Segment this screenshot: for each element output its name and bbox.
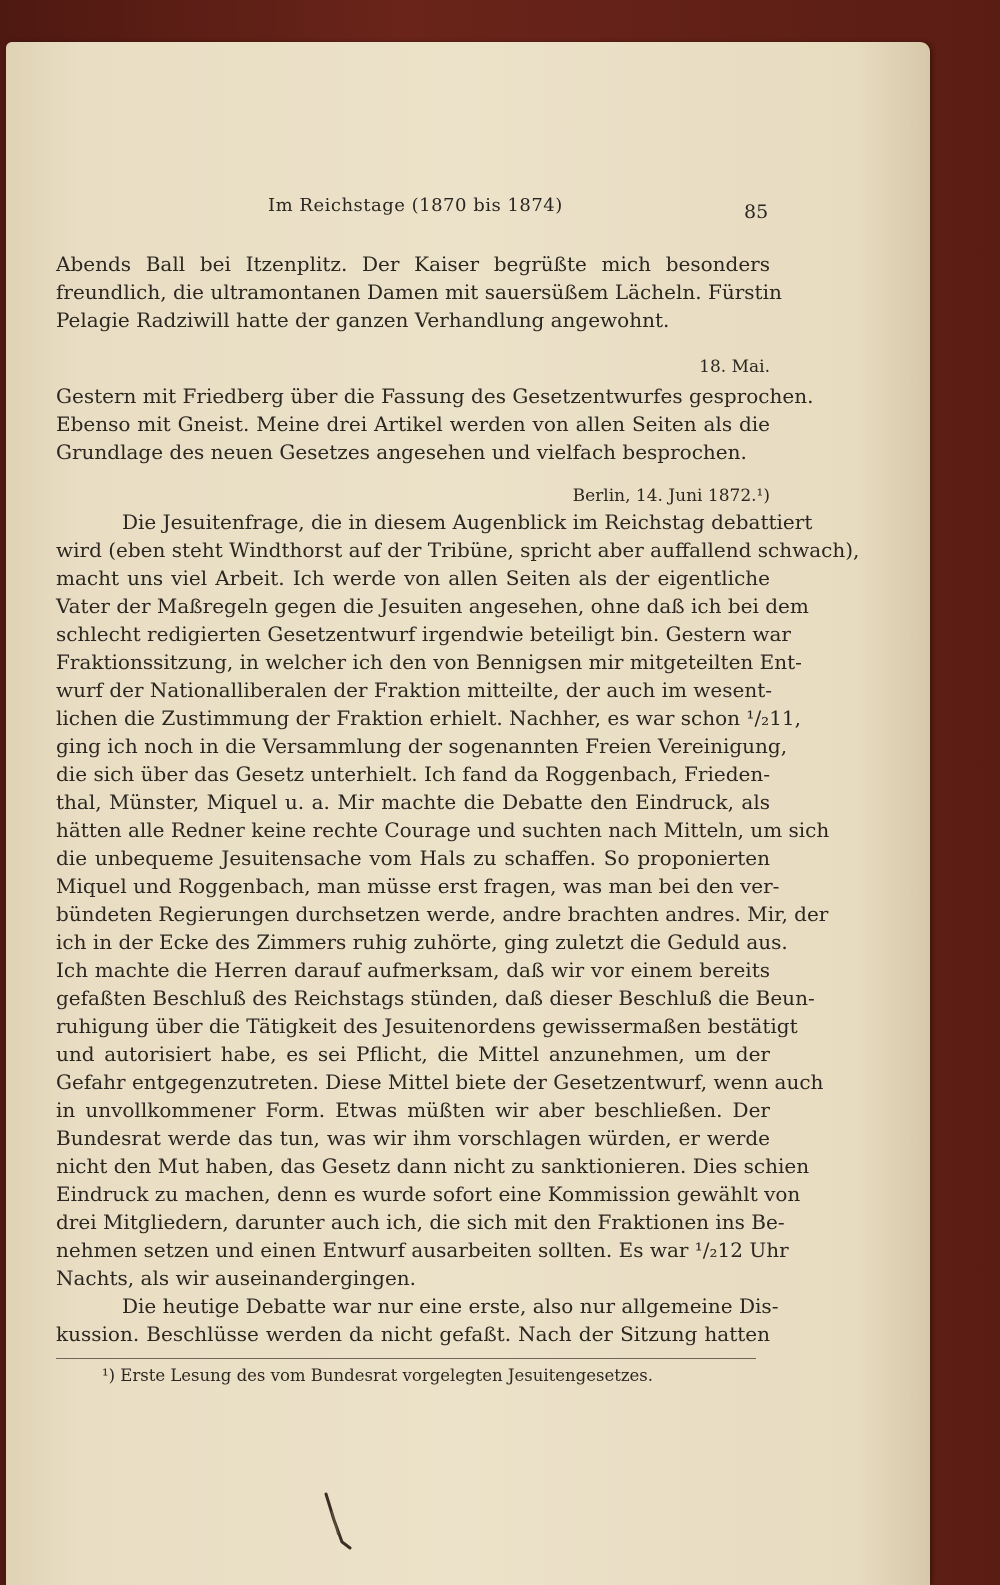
text-line: wurf der Nationalliberalen der Fraktion mitteilte, der auch im wesent- (56, 678, 773, 702)
text-line: hätten alle Redner keine rechte Courage und suchten nach Mitteln, um sich (56, 818, 830, 842)
paragraph-1 (56, 250, 782, 334)
text-line: lichen die Zustimmung der Fraktion erhielt. Nachher, es war schon ¹/₂11, (56, 706, 801, 730)
text-line: nicht den Mut haben, das Gesetz dann nicht zu sanktionieren. Dies schien (56, 1154, 810, 1178)
text-line: und autorisiert habe, es sei Pflicht, die Mittel anzunehmen, um der (56, 1042, 770, 1066)
footnote-divider (56, 1358, 756, 1359)
dateline-text: Berlin, 14. Juni 1872.¹) (572, 486, 770, 506)
dateline-text: 18. Mai. (699, 357, 770, 377)
text-line: Pelagie Radziwill hatte der ganzen Verhandlung angewohnt. (56, 308, 670, 332)
book-page (6, 42, 930, 1585)
text-line: Grundlage des neuen Gesetzes angesehen und vielfach besprochen. (56, 440, 747, 464)
text-line: die unbequeme Jesuitensache vom Hals zu schaffen. So proponierten (56, 846, 770, 870)
text-line: drei Mitgliedern, darunter auch ich, die sich mit den Fraktionen ins Be- (56, 1210, 785, 1234)
dateline-may (56, 353, 770, 381)
text-line: thal, Münster, Miquel u. a. Mir machte die Debatte den Eindruck, als (56, 790, 770, 814)
paragraph-3 (56, 508, 860, 1348)
text-line: macht uns viel Arbeit. Ich werde von allen Seiten als der eigentliche (56, 566, 770, 590)
text-line: Eindruck zu machen, denn es wurde sofort eine Kommission gewählt von (56, 1182, 801, 1206)
text-line: Die heutige Debatte war nur eine erste, also nur allgemeine Dis- (122, 1294, 779, 1318)
text-line: ging ich noch in die Versammlung der sogenannten Freien Vereinigung, (56, 734, 788, 758)
text-line: Gestern mit Friedberg über die Fassung des Gesetzentwurfes gesprochen. (56, 384, 814, 408)
running-head (6, 195, 930, 225)
text-line: kussion. Beschlüsse werden da nicht gefaßt. Nach der Sitzung hatten (56, 1322, 770, 1346)
text-line: gefaßten Beschluß des Reichstags stünden, daß dieser Beschluß die Beun- (56, 986, 815, 1010)
text-line: Miquel und Roggenbach, man müsse erst fragen, was man bei den ver- (56, 874, 780, 898)
ink-mark (320, 1490, 360, 1550)
text-line: die sich über das Gesetz unterhielt. Ich fand da Roggenbach, Frieden- (56, 762, 770, 786)
paragraph-2 (56, 382, 814, 466)
text-line: nehmen setzen und einen Entwurf ausarbeiten sollten. Es war ¹/₂12 Uhr (56, 1238, 789, 1262)
text-line: Vater der Maßregeln gegen die Jesuiten angesehen, ohne daß ich bei dem (56, 594, 809, 618)
text-line: Ich machte die Herren darauf aufmerksam, daß wir vor einem bereits (56, 958, 770, 982)
text-line: schlecht redigierten Gesetzentwurf irgendwie beteiligt bin. Gestern war (56, 622, 791, 646)
text-line: Abends Ball bei Itzenplitz. Der Kaiser begrüßte mich besonders (56, 252, 770, 276)
text-line: wird (eben steht Windthorst auf der Tribüne, spricht aber auffallend schwach), (56, 538, 860, 562)
text-line: Fraktionssitzung, in welcher ich den von Bennigsen mir mitgeteilten Ent- (56, 650, 802, 674)
text-line: freundlich, die ultramontanen Damen mit sauersüßem Lächeln. Fürstin (56, 280, 782, 304)
text-line: ruhigung über die Tätigkeit des Jesuitenordens gewissermaßen bestätigt (56, 1014, 798, 1038)
text-line: bündeten Regierungen durchsetzen werde, andre brachten andres. Mir, der (56, 902, 829, 926)
text-line: Nachts, als wir auseinandergingen. (56, 1266, 417, 1290)
text-line: Ebenso mit Gneist. Meine drei Artikel werden von allen Seiten als die (56, 412, 770, 436)
running-head-title: Im Reichstage (1870 bis 1874) (268, 195, 563, 216)
text-line: Bundesrat werde das tun, was wir ihm vorschlagen würden, er werde (56, 1126, 770, 1150)
page-number: 85 (744, 201, 769, 223)
text-line: Die Jesuitenfrage, die in diesem Augenblick im Reichstag debattiert (122, 510, 813, 534)
dateline-june (56, 482, 770, 510)
text-line: in unvollkommener Form. Etwas müßten wir aber beschließen. Der (56, 1098, 770, 1122)
text-line: Gefahr entgegenzutreten. Diese Mittel biete der Gesetzentwurf, wenn auch (56, 1070, 824, 1094)
text-line: ich in der Ecke des Zimmers ruhig zuhörte, ging zuletzt die Geduld aus. (56, 930, 788, 954)
footnote: ¹) Erste Lesung des vom Bundesrat vorgelegten Jesuitengesetzes. (102, 1366, 654, 1385)
